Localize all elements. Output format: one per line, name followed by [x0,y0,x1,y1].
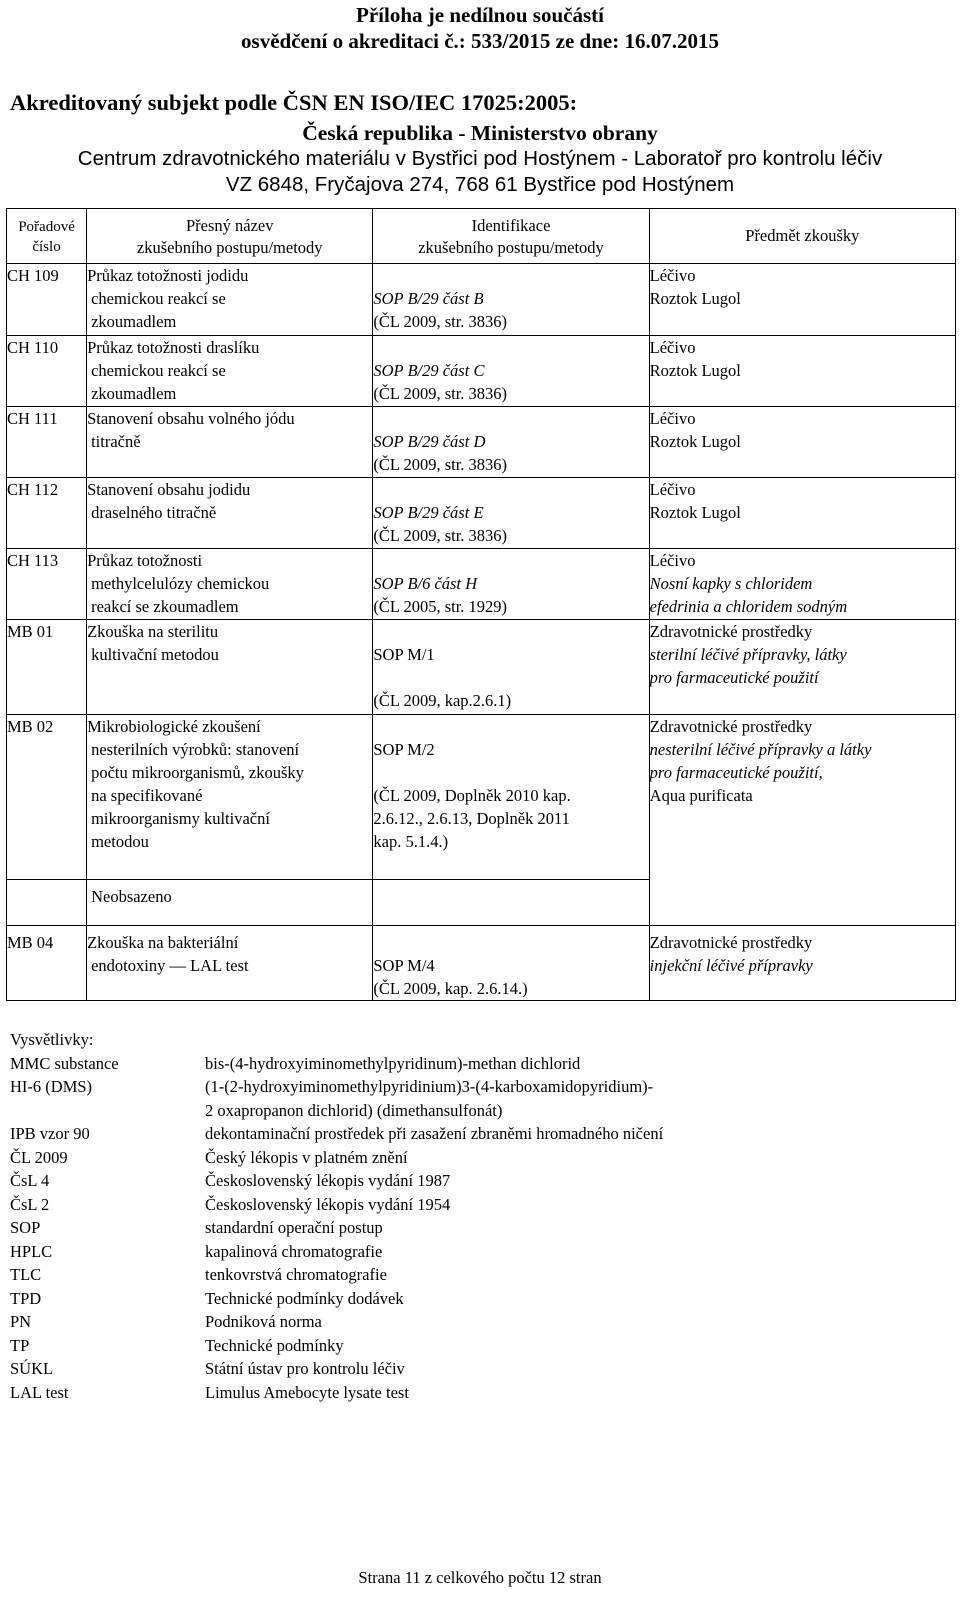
header-order-number: Pořadové číslo [7,209,87,264]
legend-item: HI-6 (DMS) (1-(2-hydroxyiminomethylpyridinium)3-(4-karboxamidopyridium)- [10,1077,654,1096]
row-number: CH 111 [7,407,87,478]
row-number [7,880,87,926]
row-method-identification: SOP B/29 část E (ČL 2009, str. 3836) [373,478,649,549]
table-row [7,407,956,478]
header-annex-note: Příloha je nedílnou součástí [356,3,604,27]
legend [10,1028,950,1404]
row-method-name: Průkaz totožnosti methylcelulózy chemickou reakcí se zkoumadlem [87,549,373,620]
row-test-subject: Zdravotnické prostředky sterilní léčivé přípravky, látky pro farmaceutické použití [649,620,955,715]
row-method-identification: SOP M/1 (ČL 2009, kap.2.6.1) [373,620,649,715]
table-row [7,264,956,336]
legend-item: TPD Technické podmínky dodávek [10,1288,404,1308]
legend-item: LAL test Limulus Amebocyte lysate test [10,1382,409,1402]
header-organization: Česká republika - Ministerstvo obrany [302,121,658,145]
legend-item: IPB vzor 90 dekontaminační prostředek při zasažení zbraněmi hromadného ničení [10,1124,664,1143]
row-number: CH 110 [7,336,87,407]
row-number: MB 04 [7,926,87,1001]
header-method-name: Přesný název zkušebního postupu/metody [87,209,373,264]
header-certificate-ref: osvědčení o akreditaci č.: 533/2015 ze dne: 16.07.2015 [241,29,719,53]
row-test-subject: Zdravotnické prostředky nesterilní léčivé přípravky a látky pro farmaceutické použití, Aqua purificata [649,715,955,926]
header-accredited-subject: Akreditovaný subjekt podle ČSN EN ISO/IEC 17025:2005: [10,90,578,115]
row-method-name: Zkouška na sterilitu kultivační metodou [87,620,373,715]
legend-item: ČsL 4 Československý lékopis vydání 1987 [10,1171,451,1190]
legend-item: ČsL 2 Československý lékopis vydání 1954 [10,1194,451,1214]
table-header-row [7,209,956,264]
row-number: MB 01 [7,620,87,715]
legend-item: TP Technické podmínky [10,1335,344,1355]
row-test-subject: Léčivo Roztok Lugol [649,407,955,478]
row-method-identification: SOP M/2 (ČL 2009, Doplněk 2010 kap. 2.6.12., 2.6.13, Doplněk 2011 kap. 5.1.4.) [373,715,649,880]
legend-item: SOP standardní operační postup [10,1218,383,1237]
legend-title: Vysvětlivky: [10,1030,94,1049]
row-method-name: Zkouška na bakteriální endotoxiny — LAL test [87,926,373,1001]
row-number: MB 02 [7,715,87,880]
row-method-identification [373,880,649,926]
header-address: VZ 6848, Fryčajova 274, 768 61 Bystřice pod Hostýnem [225,173,735,196]
row-number: CH 109 [7,264,87,336]
row-number: CH 113 [7,549,87,620]
row-method-name: Průkaz totožnosti draslíku chemickou reakcí se zkoumadlem [87,336,373,407]
table-row [7,336,956,407]
row-test-subject: Léčivo Roztok Lugol [649,478,955,549]
row-method-name: Mikrobiologické zkoušení nesterilních výrobků: stanovení počtu mikroorganismů, zkoušky na specifikované mikroorganismy kultivační metodou [87,715,373,880]
row-method-name: Průkaz totožnosti jodidu chemickou reakcí se zkoumadlem [87,264,373,336]
legend-item: SÚKL Státní ústav pro kontrolu léčiv [10,1359,405,1378]
row-test-subject: Léčivo Roztok Lugol [649,336,955,407]
header-method-identification: Identifikace zkušebního postupu/metody [373,209,649,264]
table-row [7,715,956,880]
table-row [7,926,956,1001]
row-test-subject: Léčivo Roztok Lugol [649,264,955,336]
table-row [7,549,956,620]
legend-item: PN Podniková norma [10,1312,322,1331]
row-method-identification: SOP B/29 část C (ČL 2009, str. 3836) [373,336,649,407]
row-test-subject: Léčivo Nosní kapky s chloridem efedrinia a chloridem sodným [649,549,955,620]
row-method-identification: SOP B/29 část D (ČL 2009, str. 3836) [373,407,649,478]
row-method-name: Stanovení obsahu jodidu draselného titračně [87,478,373,549]
header-laboratory: Centrum zdravotnického materiálu v Bystřici pod Hostýnem - Laboratoř pro kontrolu léčiv [77,147,883,170]
legend-item: 2 oxapropanon dichlorid) (dimethansulfonát) [205,1100,503,1120]
row-method-identification: SOP B/29 část B (ČL 2009, str. 3836) [373,264,649,336]
legend-item: MMC substance bis-(4-hydroxyiminomethylpyridinum)-methan dichlorid [10,1053,581,1073]
methods-table [6,208,956,1001]
row-method-identification: SOP B/6 část H (ČL 2005, str. 1929) [373,549,649,620]
row-method-name: Stanovení obsahu volného jódu titračně [87,407,373,478]
row-method-name: Neobsazeno [87,880,373,926]
row-number: CH 112 [7,478,87,549]
legend-item: ČL 2009 Český lékopis v platném znění [10,1147,408,1167]
table-row [7,620,956,715]
legend-item: HPLC kapalinová chromatografie [10,1241,383,1261]
row-method-identification: SOP M/4 (ČL 2009, kap. 2.6.14.) [373,926,649,1001]
page-footer: Strana 11 z celkového počtu 12 stran [358,1568,602,1587]
table-row [7,478,956,549]
header-test-subject: Předmět zkoušky [649,209,955,264]
legend-item: TLC tenkovrstvá chromatografie [10,1265,387,1284]
row-test-subject: Zdravotnické prostředky injekční léčivé přípravky [649,926,955,1001]
